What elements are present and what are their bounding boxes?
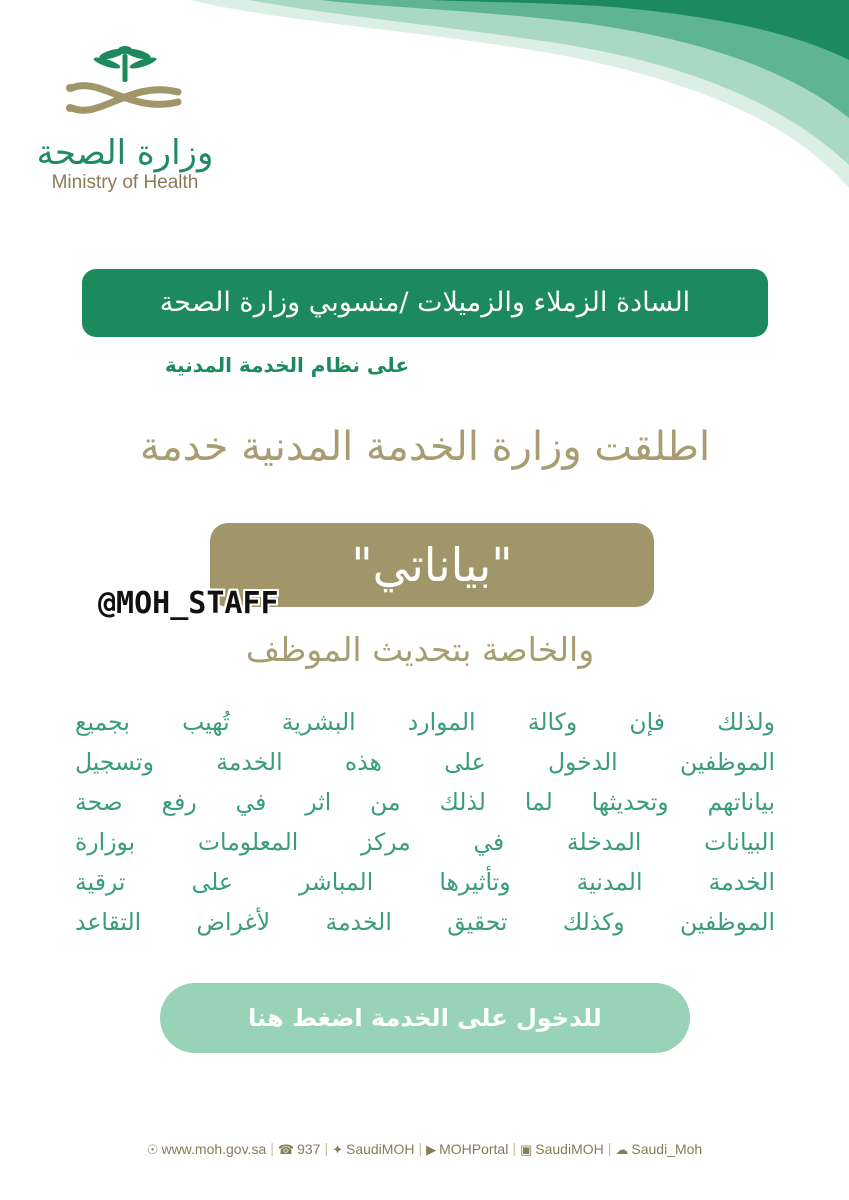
service-name-pill: "بياناتي" bbox=[210, 523, 654, 607]
body-line: ولذلك فإن وكالة الموارد البشرية تُهيب بجميع bbox=[75, 708, 775, 736]
phone-icon: ☎ bbox=[277, 1141, 295, 1157]
body-line: الخدمة المدنية وتأثيرها المباشر على ترقية bbox=[75, 868, 775, 896]
snapchat-icon: ☁ bbox=[615, 1141, 629, 1157]
civil-service-subheading: على نظام الخدمة المدنية bbox=[164, 353, 409, 377]
palm-swords-emblem-icon bbox=[60, 36, 190, 126]
greeting-banner: السادة الزملاء والزميلات /منسوبي وزارة الصحة bbox=[82, 269, 768, 337]
footer-twitter[interactable] bbox=[332, 1141, 414, 1158]
globe-icon: ☉ bbox=[146, 1141, 159, 1157]
logo-english-name: Ministry of Health bbox=[51, 172, 199, 193]
footer-snapchat[interactable] bbox=[615, 1141, 702, 1158]
body-line: الموظفين وكذلك تحقيق الخدمة لأغراض التقاعد bbox=[75, 908, 775, 936]
service-login-button[interactable]: للدخول على الخدمة اضغط هنا bbox=[160, 983, 690, 1053]
phone-text: 937 bbox=[297, 1140, 321, 1157]
footer-phone[interactable] bbox=[278, 1141, 321, 1158]
contact-footer bbox=[0, 1140, 849, 1164]
divider: | bbox=[418, 1140, 423, 1156]
twitter-icon: ✦ bbox=[332, 1141, 343, 1157]
body-line: الموظفين الدخول على هذه الخدمة وتسجيل bbox=[75, 748, 775, 776]
announcement-headline: اطلقت وزارة الخدمة المدنية خدمة bbox=[139, 424, 711, 470]
footer-instagram[interactable] bbox=[520, 1141, 604, 1158]
body-line: البيانات المدخلة في مركز المعلومات بوزارة bbox=[75, 828, 775, 856]
instagram-text: SaudiMOH bbox=[535, 1140, 604, 1157]
logo-arabic-name: وزارة الصحة bbox=[36, 133, 214, 173]
snapchat-text: Saudi_Moh bbox=[631, 1140, 703, 1157]
youtube-icon: ▶ bbox=[426, 1141, 437, 1157]
instagram-icon: ▣ bbox=[519, 1141, 533, 1157]
watermark-handle: @MOH_STAFF bbox=[98, 586, 279, 621]
ministry-logo bbox=[30, 36, 220, 194]
website-text: www.moh.gov.sa bbox=[161, 1140, 267, 1157]
body-paragraph bbox=[75, 702, 775, 942]
divider: | bbox=[324, 1140, 329, 1156]
footer-website[interactable] bbox=[147, 1141, 266, 1158]
footer-youtube[interactable] bbox=[426, 1141, 508, 1158]
divider: | bbox=[270, 1140, 274, 1156]
youtube-text: MOHPortal bbox=[439, 1140, 509, 1157]
service-subtitle: والخاصة بتحديث الموظف bbox=[245, 630, 595, 669]
divider: | bbox=[512, 1140, 516, 1156]
twitter-text: SaudiMOH bbox=[345, 1140, 415, 1157]
body-line: بياناتهم وتحديثها لما لذلك من اثر في رفع صحة bbox=[75, 788, 775, 816]
divider: | bbox=[607, 1140, 612, 1156]
